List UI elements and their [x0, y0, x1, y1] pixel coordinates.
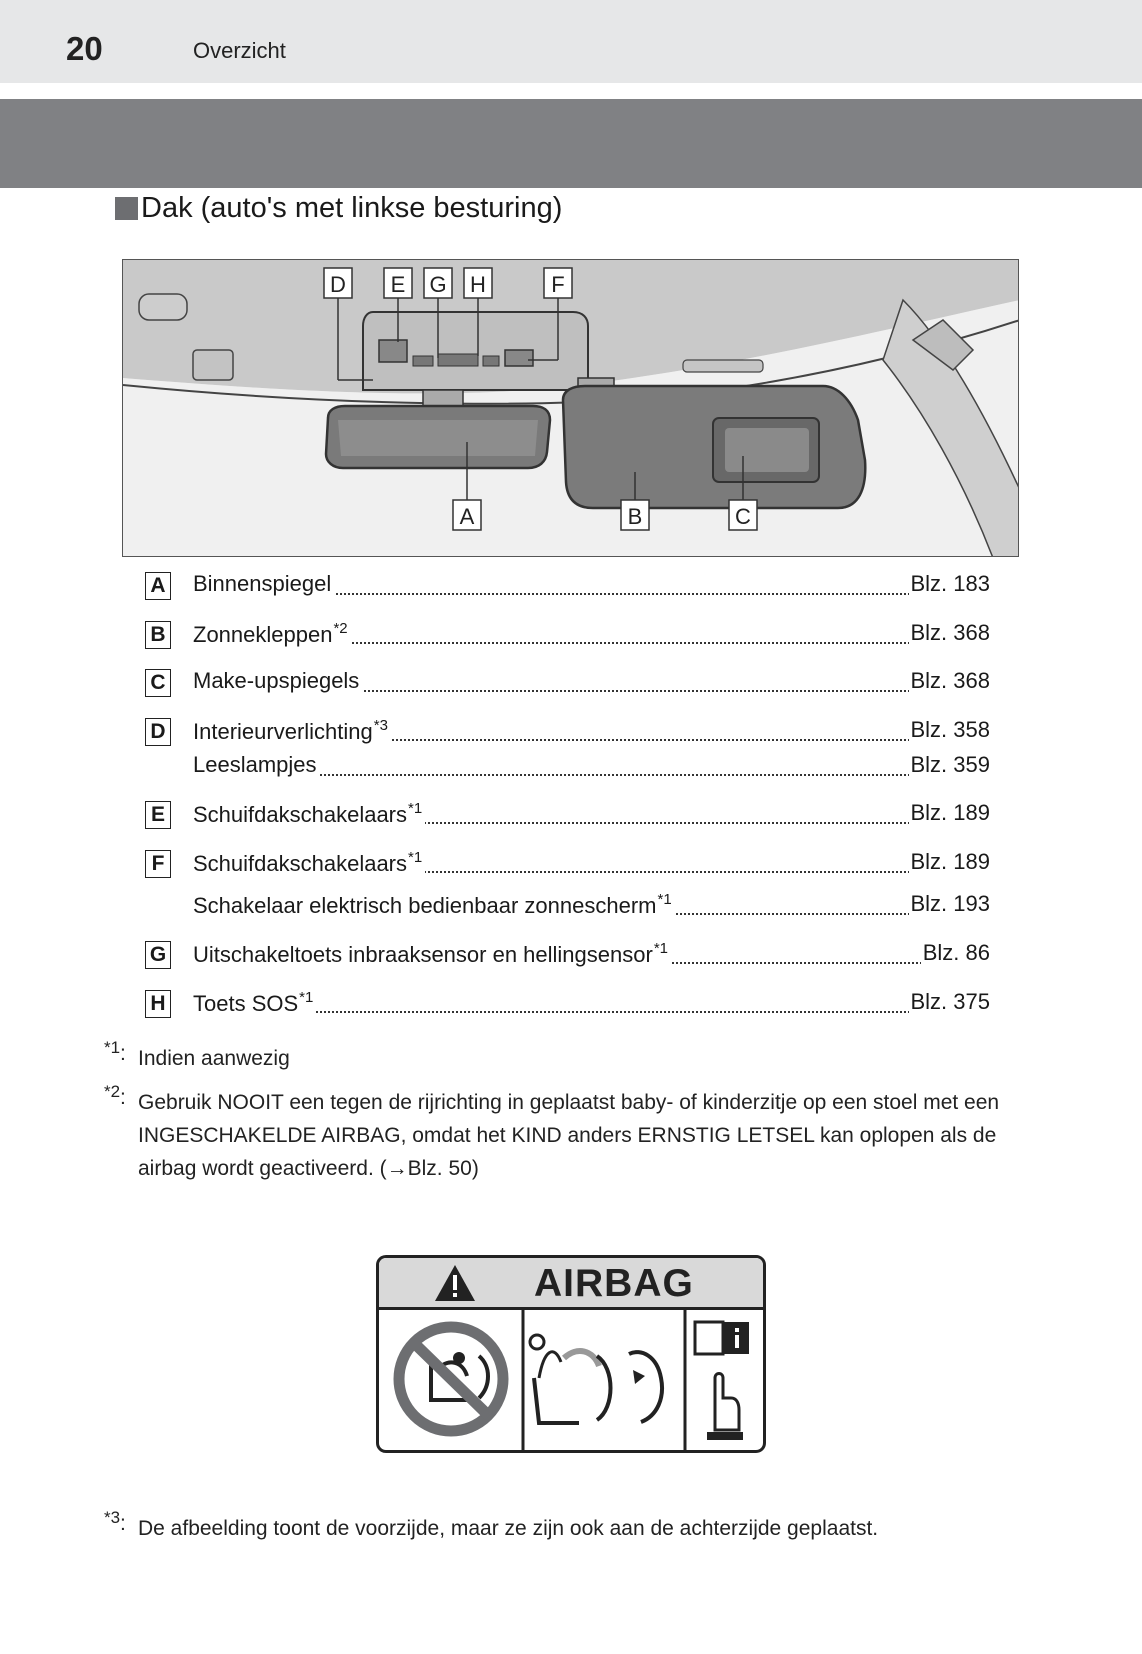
- footnote-ref: *1: [408, 849, 423, 866]
- page-reference: Blz. 358: [910, 717, 990, 742]
- page-reference: Blz. 193: [910, 891, 990, 916]
- manual-info-icon: [695, 1322, 749, 1440]
- item-label-text: Binnenspiegel: [193, 571, 332, 596]
- callout-E: E: [390, 272, 406, 297]
- index-row: [145, 619, 990, 651]
- item-label-text: Zonnekleppen: [193, 622, 333, 647]
- item-label-text: Schakelaar elektrisch bedienbaar zonnescherm: [193, 893, 657, 918]
- footnote-ref: *2: [333, 620, 348, 637]
- item-label-text: Interieurverlichting: [193, 719, 373, 744]
- index-row: [145, 667, 990, 699]
- callout-G: G: [429, 272, 447, 297]
- footnote-mark: *3: [104, 1508, 121, 1527]
- item-label-text: Schuifdakschakelaars: [193, 802, 408, 827]
- callout-D: D: [330, 272, 346, 297]
- footnote-text: De afbeelding toont de voorzijde, maar ze zijn ook aan de achterzijde geplaatst.: [138, 1517, 879, 1540]
- item-label: [193, 620, 351, 648]
- section-heading-text: Dak (auto's met linkse besturing): [141, 192, 563, 224]
- page-reference: Blz. 86: [922, 940, 990, 965]
- page-reference: Blz. 368: [910, 668, 990, 693]
- footnote-ref: *1: [299, 989, 314, 1006]
- airbag-deploy-icon: [530, 1335, 662, 1423]
- section-heading: [115, 192, 562, 225]
- index-row: [145, 570, 990, 602]
- item-label: [193, 891, 675, 919]
- letter-badge: C: [145, 669, 171, 697]
- index-row: [145, 799, 990, 831]
- item-label-text: Make-upspiegels: [193, 668, 360, 693]
- item-label-text: Schuifdakschakelaars: [193, 851, 408, 876]
- item-label-text: Toets SOS: [193, 991, 299, 1016]
- index-row: [145, 939, 990, 971]
- footnote-mark: *1: [104, 1038, 121, 1057]
- letter-badge: E: [145, 801, 171, 829]
- roof-illustration-drawing: [123, 260, 1019, 557]
- footnote-text: Gebruik NOOIT een tegen de rijrichting in geplaatst baby- of kinderzitje op een stoel met een INGESCHAKELDE AIRBAG, omdat het KIND anders ERNSTIG LETSEL kan oplopen als de airbag wordt geactiveerd. (→Blz. 50): [138, 1091, 1000, 1180]
- footnote-ref: *1: [657, 891, 672, 908]
- page-reference: Blz. 368: [910, 620, 990, 645]
- item-label: [193, 940, 671, 968]
- no-rear-facing-child-seat-icon: [399, 1327, 503, 1431]
- index-row: [145, 848, 990, 880]
- page-reference: Blz. 183: [910, 571, 990, 596]
- page-reference: Blz. 359: [910, 752, 990, 777]
- item-label: [193, 989, 316, 1017]
- footnote-ref: *1: [653, 940, 668, 957]
- item-label: [193, 668, 362, 694]
- letter-badge: A: [145, 572, 171, 600]
- section-name: Overzicht: [193, 38, 286, 63]
- index-row: [145, 716, 990, 748]
- header-band: [0, 0, 1142, 83]
- item-label: [193, 571, 334, 597]
- letter-badge: B: [145, 621, 171, 649]
- letter-badge: G: [145, 941, 171, 969]
- item-label-text: Leeslampjes: [193, 752, 317, 777]
- airbag-label-graphics: [379, 1258, 763, 1450]
- callout-A: A: [459, 504, 475, 529]
- airbag-warning-label: [376, 1255, 766, 1453]
- page-reference: Blz. 189: [910, 849, 990, 874]
- callout-F: F: [551, 272, 565, 297]
- item-label: [193, 752, 320, 778]
- item-label: [193, 800, 425, 828]
- index-row: [145, 988, 990, 1020]
- callout-C: C: [735, 504, 751, 529]
- page-number: 20: [66, 30, 103, 67]
- footnote-ref: *3: [373, 717, 388, 734]
- heading-square-icon: [115, 197, 138, 220]
- footnote-ref: *1: [408, 800, 423, 817]
- callout-B: B: [627, 504, 643, 529]
- letter-badge: H: [145, 990, 171, 1018]
- warning-triangle-icon: [435, 1265, 475, 1301]
- page-reference: Blz. 375: [910, 989, 990, 1014]
- index-row: [145, 890, 990, 922]
- footnote-text: Indien aanwezig: [138, 1047, 290, 1070]
- item-label: [193, 849, 425, 877]
- item-label-text: Uitschakeltoets inbraaksensor en hellingsensor: [193, 942, 653, 967]
- footnote-mark: *2: [104, 1082, 121, 1101]
- airbag-label-title: AIRBAG: [534, 1262, 694, 1305]
- roof-illustration: [122, 259, 1019, 557]
- index-row: [145, 751, 990, 783]
- item-label: [193, 717, 391, 745]
- page-reference: Blz. 189: [910, 800, 990, 825]
- chapter-band: [0, 99, 1142, 188]
- letter-badge: F: [145, 850, 171, 878]
- callout-H: H: [470, 272, 486, 297]
- letter-badge: D: [145, 718, 171, 746]
